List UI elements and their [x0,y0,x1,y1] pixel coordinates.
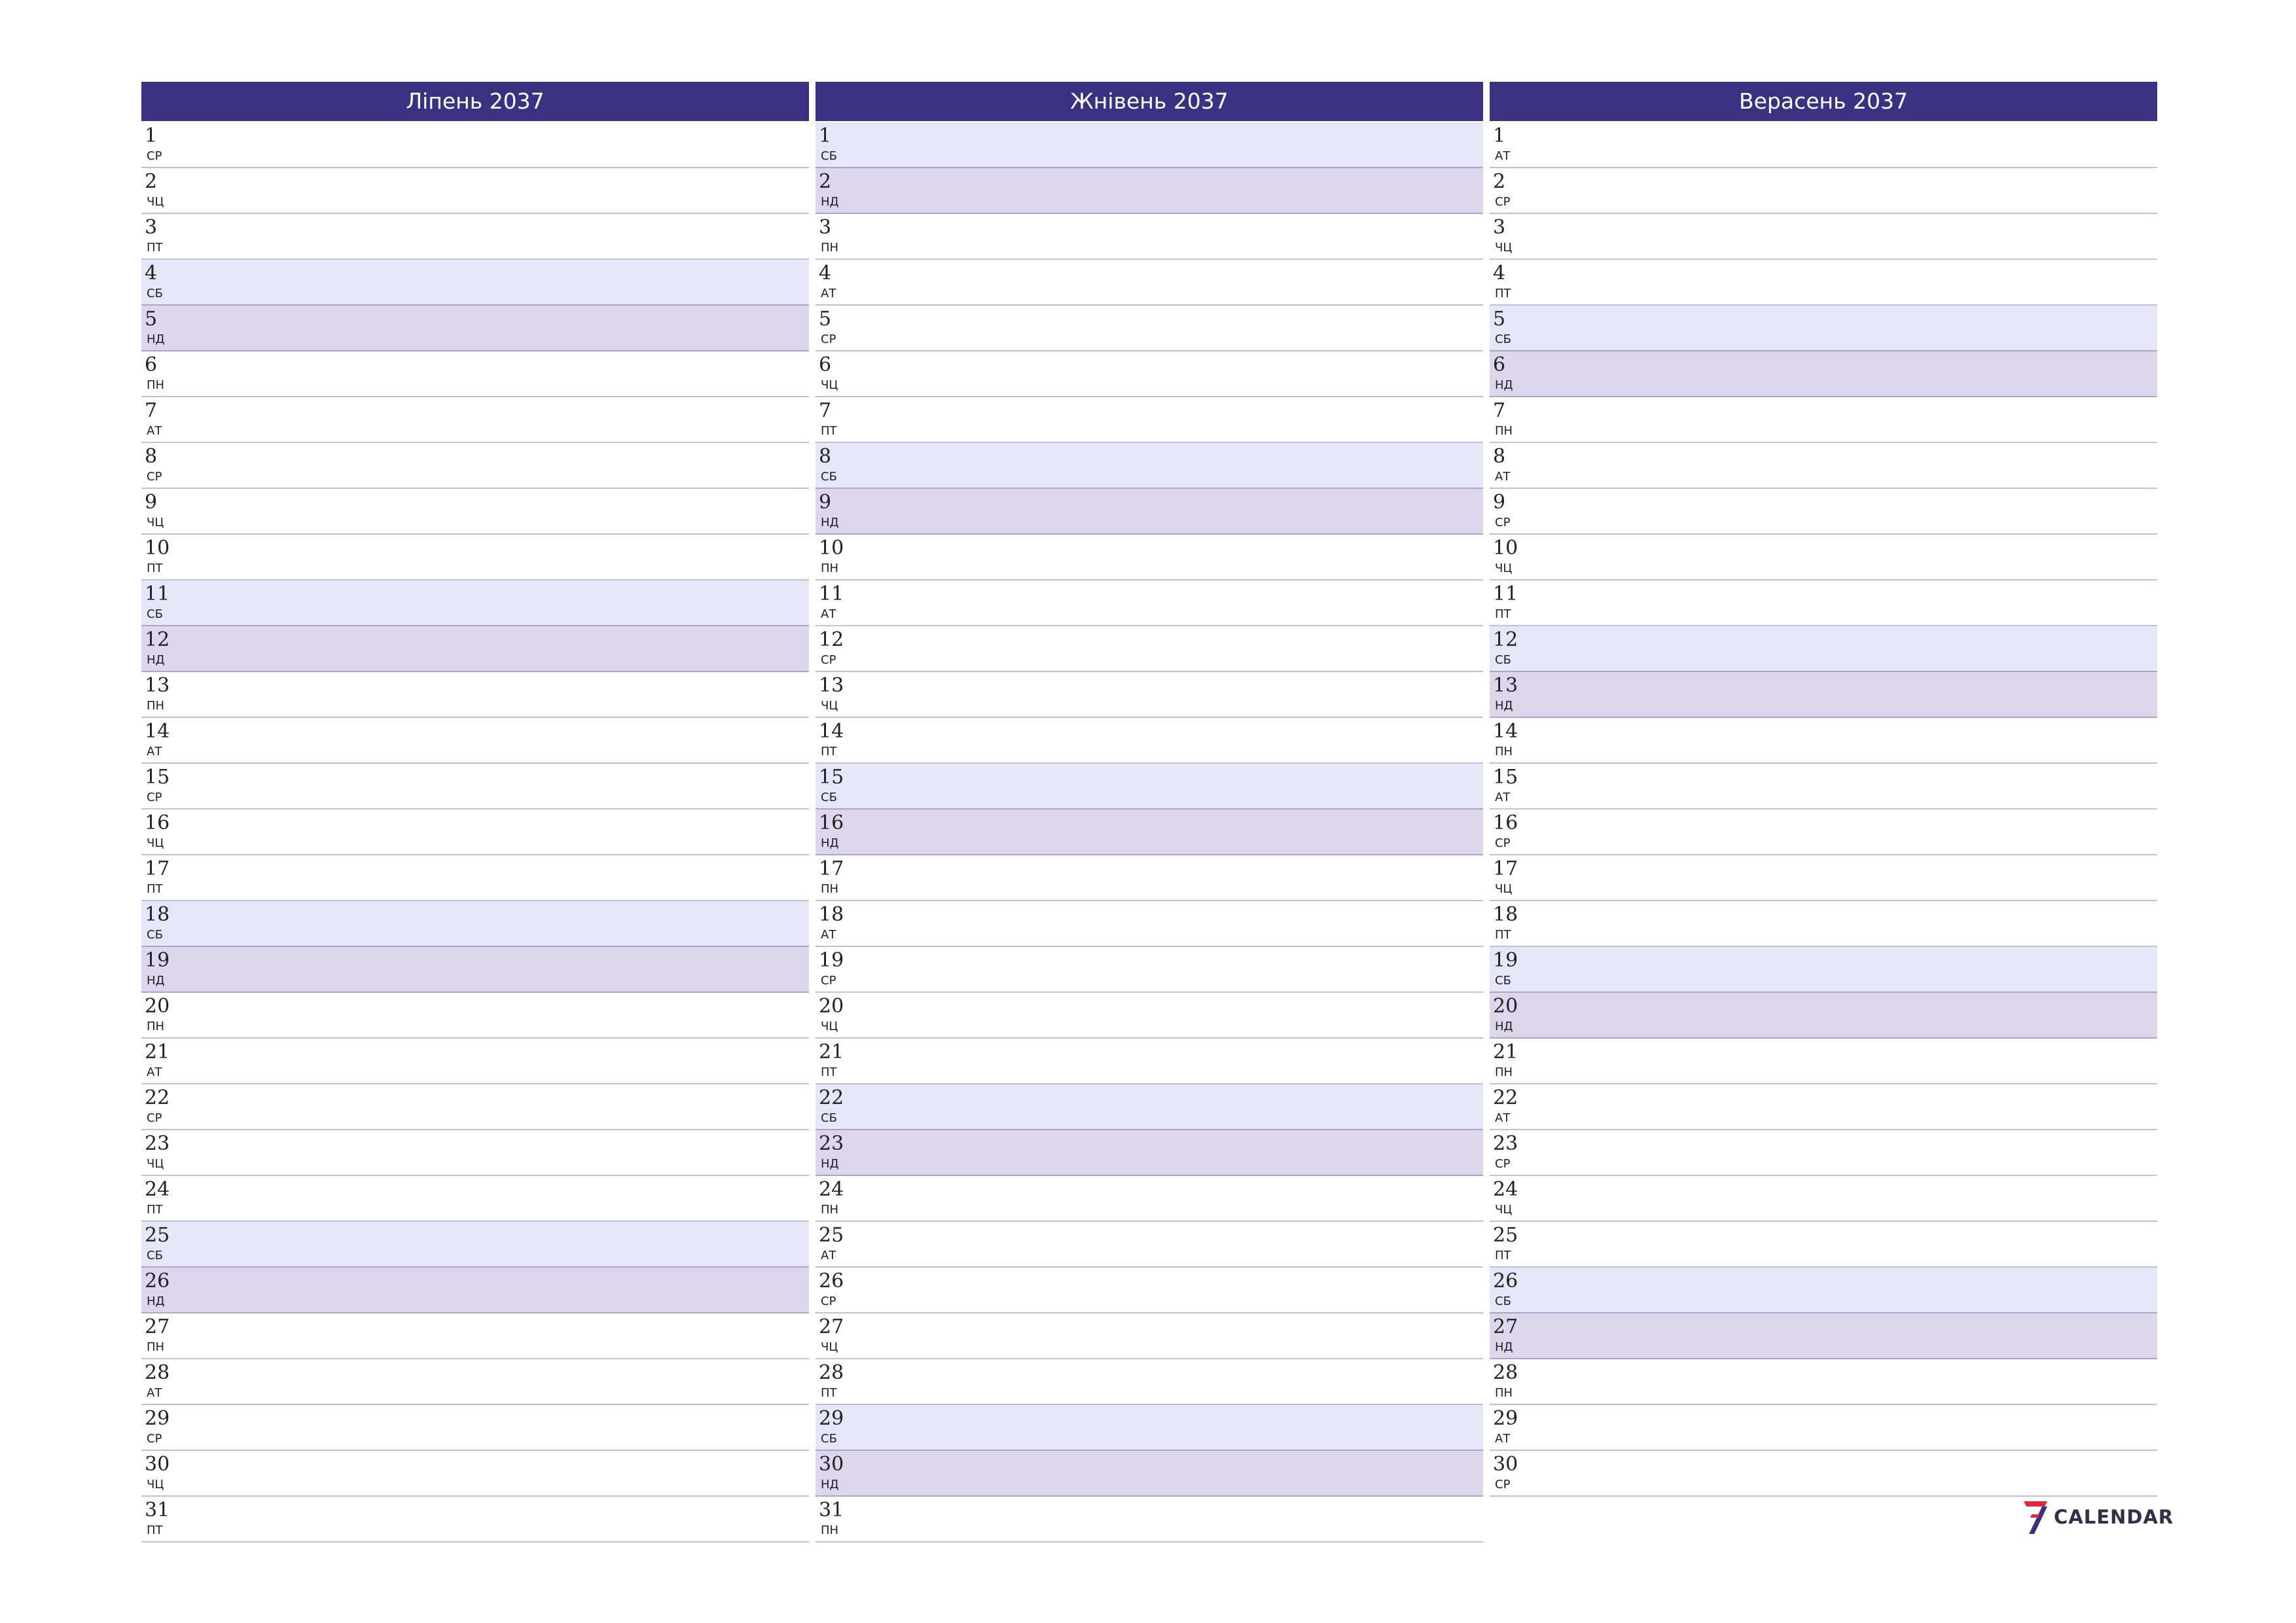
weekday-label: СР [147,791,162,804]
weekday-label: СР [147,1432,162,1446]
weekday-label: АТ [147,1065,162,1079]
weekday-label: НД [1495,1340,1513,1354]
day-row[interactable] [1490,1313,2157,1359]
day-row[interactable] [141,901,809,947]
weekday-label: СР [147,149,162,163]
day-number: 30 [819,1453,844,1476]
day-number: 27 [145,1315,170,1338]
weekday-label: ПН [821,562,839,575]
day-number: 6 [1493,353,1506,376]
day-number: 10 [145,537,170,560]
day-number: 8 [819,445,832,468]
weekday-label: СБ [147,607,163,621]
day-row[interactable] [816,1268,1483,1313]
day-row[interactable] [816,443,1483,489]
day-number: 13 [1493,674,1518,697]
weekday-label: ПН [821,1203,839,1217]
day-number: 24 [1493,1178,1518,1201]
day-number: 19 [1493,949,1518,972]
weekday-label: СР [1495,1157,1511,1171]
day-number: 25 [1493,1224,1518,1247]
day-row[interactable] [816,947,1483,993]
day-number: 26 [819,1270,844,1293]
day-row[interactable] [816,1359,1483,1405]
day-row[interactable] [816,260,1483,306]
day-row[interactable] [141,351,809,397]
day-number: 6 [145,353,158,376]
day-number: 1 [145,124,158,147]
day-number: 17 [819,857,844,880]
day-row[interactable] [1490,993,2157,1039]
day-row[interactable] [141,260,809,306]
weekday-label: ПТ [1495,607,1511,621]
day-number: 16 [145,812,170,834]
weekday-label: СБ [821,1432,837,1446]
weekday-label: СБ [821,791,837,804]
day-row[interactable] [141,764,809,810]
weekday-label: СР [821,332,836,346]
day-row[interactable] [1490,1039,2157,1084]
day-row[interactable] [141,718,809,764]
day-row[interactable] [141,672,809,718]
day-row[interactable] [1490,580,2157,626]
day-row[interactable] [141,122,809,168]
day-row[interactable] [1490,306,2157,351]
day-number: 30 [1493,1453,1518,1476]
day-number: 11 [1493,582,1518,605]
weekday-label: СБ [1495,653,1511,667]
weekday-label: АТ [821,1249,836,1262]
weekday-label: АТ [1495,1111,1511,1125]
day-number: 9 [145,491,158,514]
weekday-label: НД [147,1294,165,1308]
day-row[interactable] [816,993,1483,1039]
day-row[interactable] [1490,1130,2157,1176]
day-number: 20 [145,995,170,1018]
weekday-label: ПН [821,882,839,896]
month-column-september [1490,82,2157,1497]
month-column-july [141,82,809,1543]
weekday-label: ПН [821,241,839,255]
day-row[interactable] [816,397,1483,443]
day-row[interactable] [1490,855,2157,901]
day-list [141,122,809,1543]
day-number: 28 [1493,1361,1518,1384]
weekday-label: АТ [1495,1432,1511,1446]
day-number: 15 [819,766,844,789]
weekday-label: ЧЦ [1495,1203,1513,1217]
day-number: 22 [819,1086,844,1109]
day-number: 12 [819,628,844,651]
day-row[interactable] [816,489,1483,535]
day-row[interactable] [816,1497,1483,1543]
day-row[interactable] [141,1497,809,1543]
weekday-label: ПТ [1495,928,1511,942]
logo-text: CALENDAR [2054,1506,2174,1528]
day-row[interactable] [816,1451,1483,1497]
month-title: Жнівень 2037 [816,82,1483,121]
weekday-label: ПН [1495,1386,1513,1400]
day-row[interactable] [141,1176,809,1222]
weekday-label: ПТ [147,1203,163,1217]
weekday-label: СБ [821,1111,837,1125]
day-number: 25 [145,1224,170,1247]
weekday-label: НД [1495,1020,1513,1033]
weekday-label: НД [821,195,839,209]
day-number: 1 [819,124,832,147]
weekday-label: ПН [147,378,165,392]
day-number: 27 [1493,1315,1518,1338]
day-row[interactable] [1490,1084,2157,1130]
weekday-label: ЧЦ [1495,241,1513,255]
day-number: 2 [145,170,158,193]
day-row[interactable] [816,810,1483,855]
day-row[interactable] [141,214,809,260]
weekday-label: СР [1495,1478,1511,1491]
weekday-label: ЧЦ [821,699,838,713]
day-number: 14 [145,720,170,743]
day-number: 29 [145,1407,170,1430]
day-number: 9 [819,491,832,514]
day-row[interactable] [816,626,1483,672]
weekday-label: ПТ [821,745,837,758]
day-row[interactable] [141,1084,809,1130]
day-number: 13 [819,674,844,697]
weekday-label: НД [147,974,165,988]
month-title: Ліпень 2037 [141,82,809,121]
weekday-label: ПН [147,1340,165,1354]
day-row[interactable] [1490,672,2157,718]
day-row[interactable] [141,306,809,351]
day-number: 19 [819,949,844,972]
day-number: 7 [145,399,158,422]
weekday-label: ЧЦ [821,378,838,392]
day-row[interactable] [816,351,1483,397]
weekday-label: ЧЦ [147,1478,164,1491]
day-row[interactable] [816,901,1483,947]
day-number: 20 [819,995,844,1018]
weekday-label: ПТ [1495,1249,1511,1262]
weekday-label: СБ [147,1249,163,1262]
day-number: 1 [1493,124,1506,147]
day-row[interactable] [1490,535,2157,580]
weekday-label: СБ [147,287,163,300]
day-number: 22 [145,1086,170,1109]
weekday-label: НД [1495,378,1513,392]
weekday-label: ПТ [147,562,163,575]
weekday-label: СР [147,470,162,484]
day-row[interactable] [141,168,809,214]
day-row[interactable] [141,947,809,993]
day-row[interactable] [141,1130,809,1176]
day-number: 24 [145,1178,170,1201]
day-row[interactable] [141,810,809,855]
weekday-label: НД [821,1478,839,1491]
weekday-label: СБ [1495,1294,1511,1308]
day-row[interactable] [1490,260,2157,306]
day-row[interactable] [141,1268,809,1313]
day-number: 22 [1493,1086,1518,1109]
weekday-label: НД [821,516,839,529]
weekday-label: ПТ [147,882,163,896]
day-number: 9 [1493,491,1506,514]
calendar-logo[interactable] [2022,1499,2174,1535]
day-row[interactable] [141,1451,809,1497]
weekday-label: АТ [1495,470,1511,484]
weekday-label: СР [821,1294,836,1308]
day-row[interactable] [141,993,809,1039]
weekday-label: АТ [147,1386,162,1400]
day-number: 3 [1493,216,1506,239]
day-row[interactable] [816,214,1483,260]
day-row[interactable] [1490,168,2157,214]
weekday-label: СБ [1495,332,1511,346]
day-number: 25 [819,1224,844,1247]
day-row[interactable] [816,1405,1483,1451]
day-row[interactable] [816,1313,1483,1359]
day-row[interactable] [1490,1405,2157,1451]
weekday-label: НД [821,836,839,850]
weekday-label: СР [1495,836,1511,850]
day-row[interactable] [816,718,1483,764]
day-number: 18 [819,903,844,926]
day-row[interactable] [141,443,809,489]
day-row[interactable] [1490,351,2157,397]
day-row[interactable] [1490,810,2157,855]
weekday-label: ЧЦ [147,516,164,529]
day-number: 5 [1493,308,1506,330]
day-list [816,122,1483,1543]
weekday-label: НД [821,1157,839,1171]
weekday-label: СР [821,653,836,667]
day-row[interactable] [1490,1268,2157,1313]
day-number: 28 [145,1361,170,1384]
day-row[interactable] [141,580,809,626]
day-row[interactable] [141,1405,809,1451]
day-list [1490,122,2157,1497]
weekday-label: СР [821,974,836,988]
day-row[interactable] [141,397,809,443]
weekday-label: ПТ [147,241,163,255]
day-number: 13 [145,674,170,697]
day-number: 3 [819,216,832,239]
weekday-label: ПТ [147,1524,163,1537]
day-number: 16 [1493,812,1518,834]
day-number: 4 [819,262,832,285]
day-number: 16 [819,812,844,834]
day-number: 17 [145,857,170,880]
day-row[interactable] [1490,489,2157,535]
day-number: 11 [819,582,844,605]
weekday-label: СБ [147,928,163,942]
day-row[interactable] [141,535,809,580]
day-row[interactable] [141,1039,809,1084]
day-row[interactable] [141,1313,809,1359]
day-row[interactable] [1490,1176,2157,1222]
day-row[interactable] [816,1084,1483,1130]
day-row[interactable] [816,764,1483,810]
day-number: 30 [145,1453,170,1476]
day-number: 11 [145,582,170,605]
day-number: 5 [819,308,832,330]
day-number: 21 [1493,1041,1518,1063]
day-row[interactable] [816,580,1483,626]
day-number: 2 [1493,170,1506,193]
day-number: 15 [145,766,170,789]
day-number: 6 [819,353,832,376]
weekday-label: ЧЦ [1495,882,1513,896]
day-number: 7 [1493,399,1506,422]
day-row[interactable] [1490,1359,2157,1405]
day-number: 18 [1493,903,1518,926]
day-number: 29 [1493,1407,1518,1430]
day-number: 26 [1493,1270,1518,1293]
day-row[interactable] [1490,1222,2157,1268]
day-row[interactable] [816,1222,1483,1268]
weekday-label: АТ [1495,791,1511,804]
day-row[interactable] [816,1176,1483,1222]
day-number: 18 [145,903,170,926]
weekday-label: ЧЦ [821,1340,838,1354]
day-number: 2 [819,170,832,193]
day-row[interactable] [1490,122,2157,168]
weekday-label: СБ [821,149,837,163]
weekday-label: АТ [821,607,836,621]
day-number: 5 [145,308,158,330]
day-number: 23 [819,1132,844,1155]
day-number: 24 [819,1178,844,1201]
weekday-label: ПТ [1495,287,1511,300]
day-number: 15 [1493,766,1518,789]
day-row[interactable] [1490,1451,2157,1497]
weekday-label: НД [147,332,165,346]
day-row[interactable] [816,306,1483,351]
day-number: 23 [145,1132,170,1155]
day-number: 14 [819,720,844,743]
day-number: 7 [819,399,832,422]
day-row[interactable] [141,855,809,901]
day-row[interactable] [816,1039,1483,1084]
day-number: 20 [1493,995,1518,1018]
day-number: 31 [819,1499,844,1522]
day-number: 29 [819,1407,844,1430]
day-number: 17 [1493,857,1518,880]
day-row[interactable] [1490,947,2157,993]
day-row[interactable] [1490,397,2157,443]
day-row[interactable] [816,1130,1483,1176]
weekday-label: НД [1495,699,1513,713]
weekday-label: СБ [1495,974,1511,988]
weekday-label: ПН [1495,745,1513,758]
day-number: 8 [1493,445,1506,468]
day-row[interactable] [816,122,1483,168]
weekday-label: ПН [147,699,165,713]
day-number: 23 [1493,1132,1518,1155]
day-number: 3 [145,216,158,239]
day-row[interactable] [816,168,1483,214]
weekday-label: ПН [1495,424,1513,438]
month-title: Верасень 2037 [1490,82,2157,121]
weekday-label: ЧЦ [1495,562,1513,575]
day-number: 8 [145,445,158,468]
weekday-label: ПТ [821,424,837,438]
day-row[interactable] [1490,214,2157,260]
weekday-label: АТ [147,745,162,758]
day-row[interactable] [816,535,1483,580]
day-row[interactable] [141,1222,809,1268]
day-row[interactable] [816,672,1483,718]
weekday-label: СР [147,1111,162,1125]
day-number: 10 [819,537,844,560]
day-row[interactable] [1490,718,2157,764]
weekday-label: ЧЦ [147,836,164,850]
weekday-label: АТ [147,424,162,438]
day-number: 10 [1493,537,1518,560]
day-row[interactable] [1490,443,2157,489]
day-row[interactable] [141,489,809,535]
day-number: 31 [145,1499,170,1522]
day-number: 12 [1493,628,1518,651]
weekday-label: ПТ [821,1386,837,1400]
day-number: 21 [819,1041,844,1063]
day-number: 21 [145,1041,170,1063]
weekday-label: ПН [1495,1065,1513,1079]
weekday-label: СР [1495,195,1511,209]
weekday-label: ЧЦ [147,195,164,209]
day-row[interactable] [141,626,809,672]
day-number: 4 [1493,262,1506,285]
weekday-label: ПН [821,1524,839,1537]
day-number: 26 [145,1270,170,1293]
weekday-label: НД [147,653,165,667]
month-column-august [816,82,1483,1543]
day-number: 12 [145,628,170,651]
day-row[interactable] [816,855,1483,901]
day-number: 27 [819,1315,844,1338]
weekday-label: АТ [821,928,836,942]
day-number: 28 [819,1361,844,1384]
weekday-label: АТ [821,287,836,300]
day-number: 19 [145,949,170,972]
day-row[interactable] [1490,626,2157,672]
weekday-label: ПН [147,1020,165,1033]
day-row[interactable] [1490,764,2157,810]
day-row[interactable] [1490,901,2157,947]
day-number: 4 [145,262,158,285]
weekday-label: СР [1495,516,1511,529]
calendar-7-logo-icon [2022,1499,2049,1535]
weekday-label: ЧЦ [147,1157,164,1171]
weekday-label: СБ [821,470,837,484]
weekday-label: АТ [1495,149,1511,163]
weekday-label: ПТ [821,1065,837,1079]
day-number: 14 [1493,720,1518,743]
day-row[interactable] [141,1359,809,1405]
weekday-label: ЧЦ [821,1020,838,1033]
